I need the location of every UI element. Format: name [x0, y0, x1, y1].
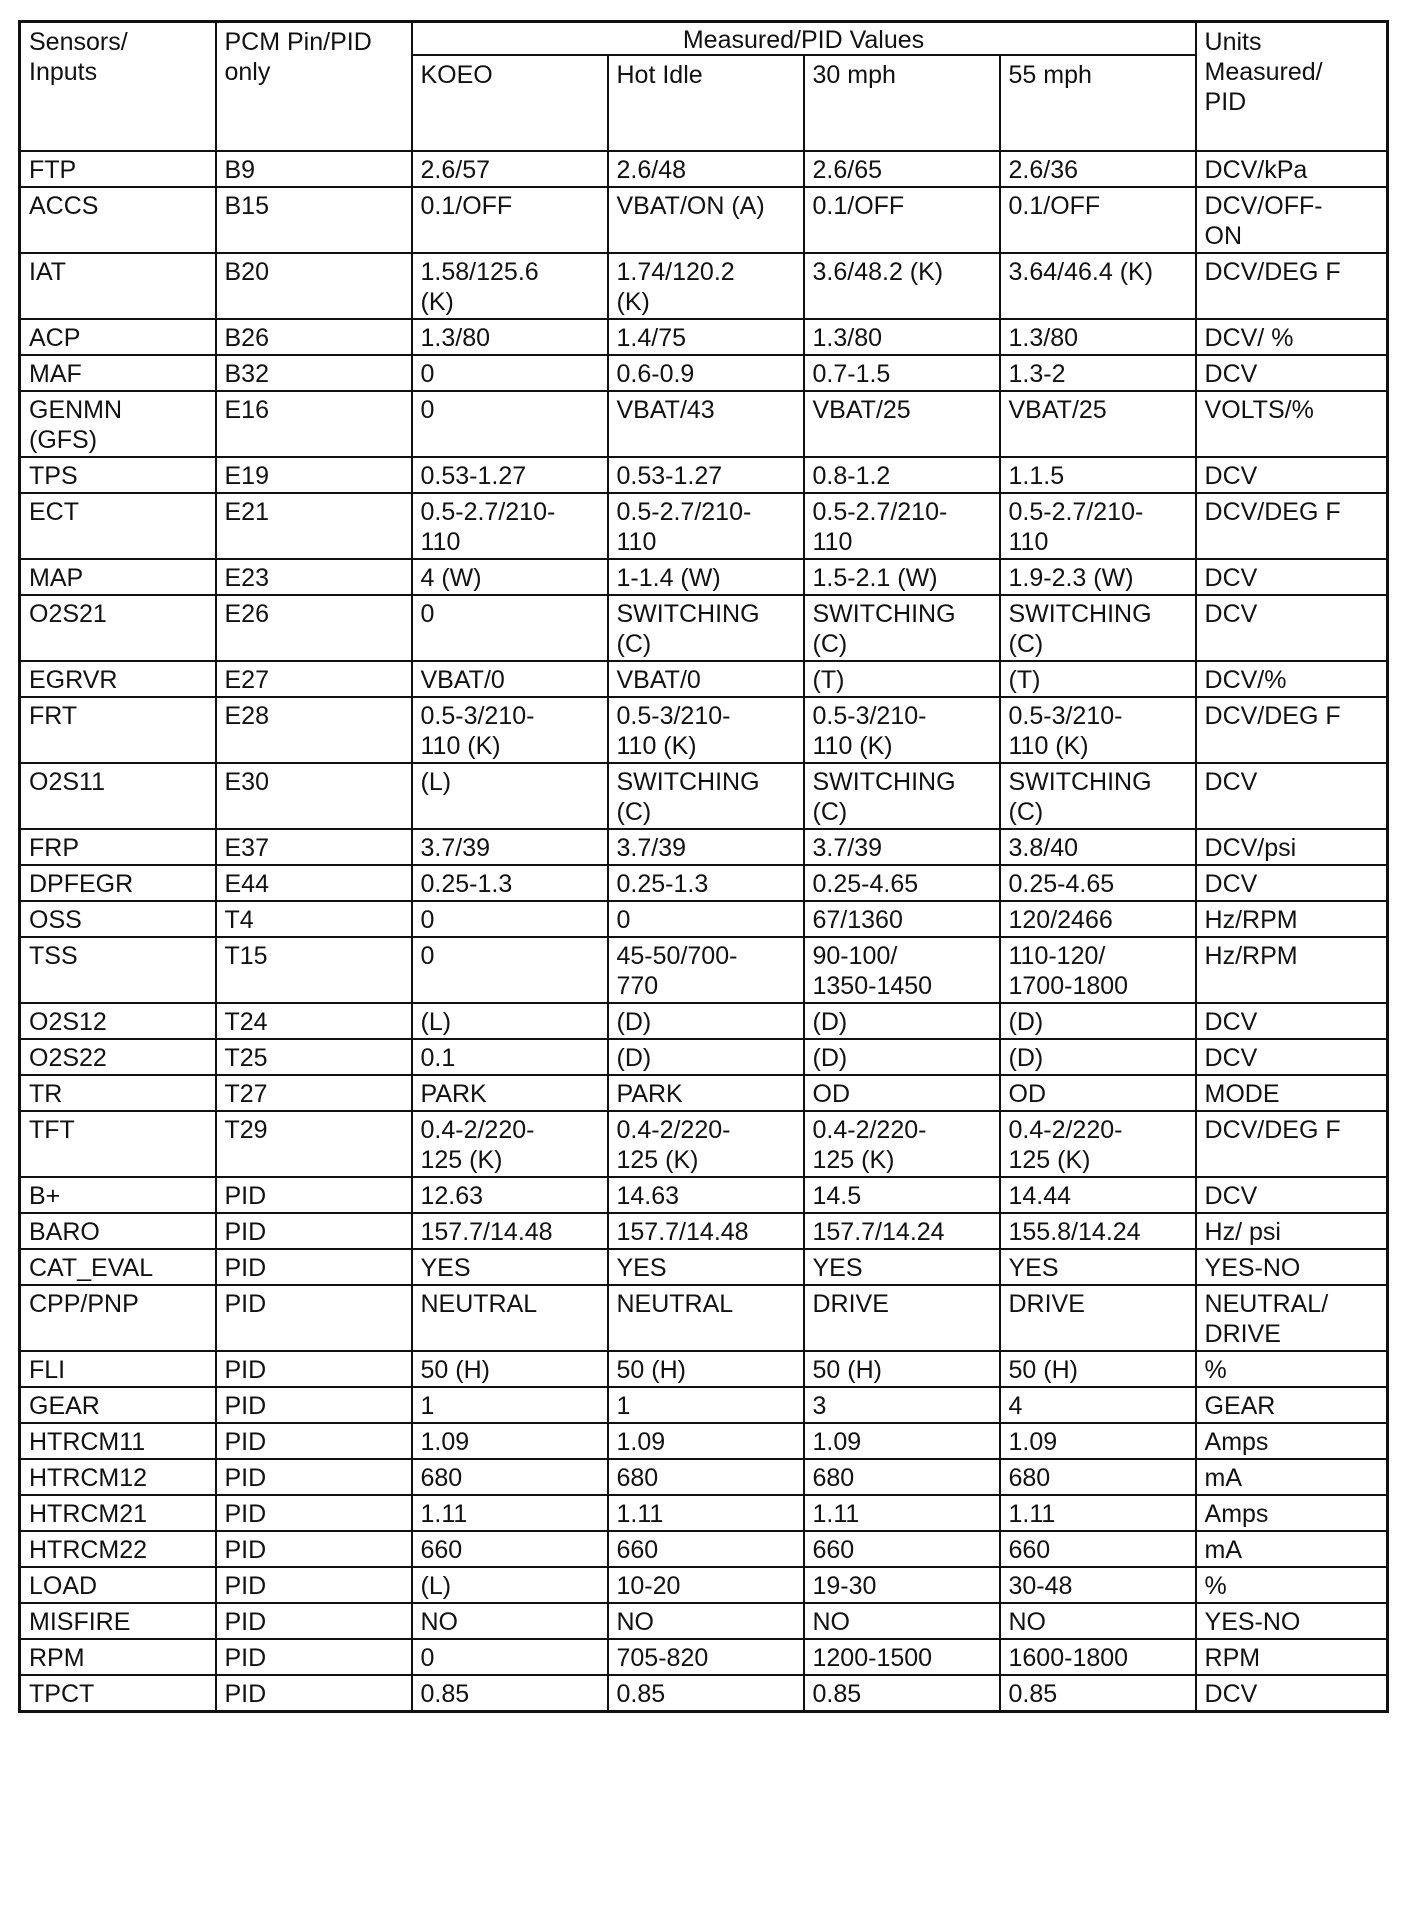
mph30-cell: (T) — [804, 661, 1000, 697]
mph55-cell: YES — [1000, 1249, 1196, 1285]
hot-idle-cell: 10-20 — [608, 1567, 804, 1603]
table-row — [20, 187, 1388, 253]
pin-cell: PID — [216, 1213, 412, 1249]
sensor-cell: LOAD — [20, 1567, 216, 1603]
mph55-cell: SWITCHING (C) — [1000, 763, 1196, 829]
units-cell: Amps — [1196, 1423, 1388, 1459]
hot-idle-cell: NO — [608, 1603, 804, 1639]
table-row — [20, 1177, 1388, 1213]
units-cell: DCV — [1196, 559, 1388, 595]
units-cell: DCV/DEG F — [1196, 1111, 1388, 1177]
koeo-cell: VBAT/0 — [412, 661, 608, 697]
pin-cell: E26 — [216, 595, 412, 661]
table-row — [20, 355, 1388, 391]
hot-idle-cell: 1.09 — [608, 1423, 804, 1459]
units-cell: % — [1196, 1351, 1388, 1387]
pin-cell: E23 — [216, 559, 412, 595]
pin-cell: B26 — [216, 319, 412, 355]
units-cell: DCV/kPa — [1196, 151, 1388, 187]
koeo-cell: 0.5-3/210- 110 (K) — [412, 697, 608, 763]
hot-idle-cell: 0.25-1.3 — [608, 865, 804, 901]
mph30-cell: VBAT/25 — [804, 391, 1000, 457]
pin-cell: E16 — [216, 391, 412, 457]
koeo-cell: (L) — [412, 763, 608, 829]
mph30-cell: DRIVE — [804, 1285, 1000, 1351]
mph55-cell: 1.09 — [1000, 1423, 1196, 1459]
sensor-cell: TR — [20, 1075, 216, 1111]
table-row — [20, 1531, 1388, 1567]
mph55-cell: 0.5-3/210- 110 (K) — [1000, 697, 1196, 763]
mph30-cell: 50 (H) — [804, 1351, 1000, 1387]
table-row — [20, 493, 1388, 559]
units-cell: YES-NO — [1196, 1603, 1388, 1639]
table-row — [20, 697, 1388, 763]
hot-idle-cell: 0.6-0.9 — [608, 355, 804, 391]
units-cell: DCV — [1196, 763, 1388, 829]
mph55-cell: 4 — [1000, 1387, 1196, 1423]
units-cell: GEAR — [1196, 1387, 1388, 1423]
units-cell: RPM — [1196, 1639, 1388, 1675]
units-cell: mA — [1196, 1531, 1388, 1567]
hot-idle-cell: (D) — [608, 1039, 804, 1075]
mph30-cell: 0.4-2/220- 125 (K) — [804, 1111, 1000, 1177]
koeo-cell: (L) — [412, 1567, 608, 1603]
units-cell: DCV/DEG F — [1196, 253, 1388, 319]
header-units: Units Measured/ PID — [1196, 22, 1388, 152]
koeo-cell: 0.25-1.3 — [412, 865, 608, 901]
koeo-cell: 0.85 — [412, 1675, 608, 1712]
header-55-mph: 55 mph — [1000, 55, 1196, 151]
koeo-cell: (L) — [412, 1003, 608, 1039]
mph55-cell: 120/2466 — [1000, 901, 1196, 937]
units-cell: % — [1196, 1567, 1388, 1603]
pin-cell: E37 — [216, 829, 412, 865]
header-hot-idle: Hot Idle — [608, 55, 804, 151]
koeo-cell: PARK — [412, 1075, 608, 1111]
koeo-cell: 1.58/125.6 (K) — [412, 253, 608, 319]
units-cell: DCV — [1196, 355, 1388, 391]
sensor-cell: TPCT — [20, 1675, 216, 1712]
mph30-cell: 3 — [804, 1387, 1000, 1423]
koeo-cell: 0.5-2.7/210- 110 — [412, 493, 608, 559]
hot-idle-cell: 157.7/14.48 — [608, 1213, 804, 1249]
sensor-cell: CPP/PNP — [20, 1285, 216, 1351]
pin-cell: T25 — [216, 1039, 412, 1075]
pin-cell: E28 — [216, 697, 412, 763]
table-header — [20, 22, 1388, 152]
koeo-cell: 660 — [412, 1531, 608, 1567]
pin-cell: PID — [216, 1459, 412, 1495]
pin-cell: PID — [216, 1387, 412, 1423]
sensor-cell: MISFIRE — [20, 1603, 216, 1639]
hot-idle-cell: 45-50/700- 770 — [608, 937, 804, 1003]
koeo-cell: 1 — [412, 1387, 608, 1423]
pin-cell: PID — [216, 1567, 412, 1603]
mph30-cell: 0.1/OFF — [804, 187, 1000, 253]
units-cell: MODE — [1196, 1075, 1388, 1111]
sensor-cell: IAT — [20, 253, 216, 319]
mph55-cell: 680 — [1000, 1459, 1196, 1495]
units-cell: DCV — [1196, 595, 1388, 661]
table-row — [20, 1675, 1388, 1712]
mph30-cell: 680 — [804, 1459, 1000, 1495]
sensor-cell: TFT — [20, 1111, 216, 1177]
sensor-cell: O2S12 — [20, 1003, 216, 1039]
units-cell: DCV — [1196, 865, 1388, 901]
units-cell: DCV — [1196, 1675, 1388, 1712]
hot-idle-cell: VBAT/ON (A) — [608, 187, 804, 253]
table-row — [20, 1111, 1388, 1177]
sensor-cell: FRT — [20, 697, 216, 763]
hot-idle-cell: 0.5-2.7/210- 110 — [608, 493, 804, 559]
hot-idle-cell: YES — [608, 1249, 804, 1285]
hot-idle-cell: PARK — [608, 1075, 804, 1111]
mph55-cell: 660 — [1000, 1531, 1196, 1567]
koeo-cell: 4 (W) — [412, 559, 608, 595]
sensor-cell: MAP — [20, 559, 216, 595]
sensor-cell: CAT_EVAL — [20, 1249, 216, 1285]
mph30-cell: 157.7/14.24 — [804, 1213, 1000, 1249]
koeo-cell: 1.09 — [412, 1423, 608, 1459]
koeo-cell: 0.1 — [412, 1039, 608, 1075]
pin-cell: T27 — [216, 1075, 412, 1111]
sensor-cell: B+ — [20, 1177, 216, 1213]
table-row — [20, 559, 1388, 595]
mph30-cell: 1.3/80 — [804, 319, 1000, 355]
koeo-cell: NEUTRAL — [412, 1285, 608, 1351]
pin-cell: PID — [216, 1675, 412, 1712]
table-row — [20, 901, 1388, 937]
koeo-cell: 0.1/OFF — [412, 187, 608, 253]
mph55-cell: 1.1.5 — [1000, 457, 1196, 493]
header-koeo: KOEO — [412, 55, 608, 151]
table-row — [20, 1639, 1388, 1675]
mph30-cell: YES — [804, 1249, 1000, 1285]
table-row — [20, 763, 1388, 829]
hot-idle-cell: 0.53-1.27 — [608, 457, 804, 493]
table-row — [20, 253, 1388, 319]
koeo-cell: 0 — [412, 595, 608, 661]
pin-cell: B15 — [216, 187, 412, 253]
units-cell: DCV — [1196, 1039, 1388, 1075]
units-cell: DCV/psi — [1196, 829, 1388, 865]
pid-values-document — [18, 20, 1386, 1713]
pin-cell: PID — [216, 1423, 412, 1459]
hot-idle-cell: 1.11 — [608, 1495, 804, 1531]
mph30-cell: 0.5-3/210- 110 (K) — [804, 697, 1000, 763]
sensor-cell: TPS — [20, 457, 216, 493]
units-cell: DCV — [1196, 1177, 1388, 1213]
units-cell: YES-NO — [1196, 1249, 1388, 1285]
mph30-cell: 0.7-1.5 — [804, 355, 1000, 391]
header-30-mph: 30 mph — [804, 55, 1000, 151]
hot-idle-cell: NEUTRAL — [608, 1285, 804, 1351]
sensor-cell: OSS — [20, 901, 216, 937]
units-cell: Hz/ psi — [1196, 1213, 1388, 1249]
pin-cell: T24 — [216, 1003, 412, 1039]
pin-cell: PID — [216, 1351, 412, 1387]
table-row — [20, 661, 1388, 697]
mph55-cell: 1600-1800 — [1000, 1639, 1196, 1675]
sensor-cell: EGRVR — [20, 661, 216, 697]
table-row — [20, 1285, 1388, 1351]
table-row — [20, 937, 1388, 1003]
mph30-cell: OD — [804, 1075, 1000, 1111]
pin-cell: PID — [216, 1639, 412, 1675]
hot-idle-cell: 50 (H) — [608, 1351, 804, 1387]
sensor-cell: MAF — [20, 355, 216, 391]
units-cell: DCV/% — [1196, 661, 1388, 697]
koeo-cell: 0.4-2/220- 125 (K) — [412, 1111, 608, 1177]
units-cell: mA — [1196, 1459, 1388, 1495]
koeo-cell: 3.7/39 — [412, 829, 608, 865]
koeo-cell: YES — [412, 1249, 608, 1285]
mph30-cell: 14.5 — [804, 1177, 1000, 1213]
table-row — [20, 595, 1388, 661]
mph30-cell: 1.09 — [804, 1423, 1000, 1459]
mph55-cell: DRIVE — [1000, 1285, 1196, 1351]
mph55-cell: 1.3/80 — [1000, 319, 1196, 355]
pin-cell: E21 — [216, 493, 412, 559]
table-row — [20, 1003, 1388, 1039]
mph55-cell: 50 (H) — [1000, 1351, 1196, 1387]
hot-idle-cell: 0.85 — [608, 1675, 804, 1712]
mph30-cell: 0.8-1.2 — [804, 457, 1000, 493]
sensor-cell: GENMN (GFS) — [20, 391, 216, 457]
koeo-cell: 0.53-1.27 — [412, 457, 608, 493]
hot-idle-cell: 1.4/75 — [608, 319, 804, 355]
mph30-cell: 2.6/65 — [804, 151, 1000, 187]
table-row — [20, 829, 1388, 865]
mph55-cell: 155.8/14.24 — [1000, 1213, 1196, 1249]
pin-cell: E44 — [216, 865, 412, 901]
mph55-cell: 1.11 — [1000, 1495, 1196, 1531]
header-measured-values: Measured/PID Values — [412, 22, 1196, 56]
pin-cell: T15 — [216, 937, 412, 1003]
hot-idle-cell: 0.4-2/220- 125 (K) — [608, 1111, 804, 1177]
mph55-cell: 3.8/40 — [1000, 829, 1196, 865]
sensor-cell: GEAR — [20, 1387, 216, 1423]
units-cell: Amps — [1196, 1495, 1388, 1531]
table-row — [20, 1423, 1388, 1459]
pin-cell: E27 — [216, 661, 412, 697]
table-row — [20, 391, 1388, 457]
table-row — [20, 1603, 1388, 1639]
sensor-cell: ECT — [20, 493, 216, 559]
mph30-cell: 3.6/48.2 (K) — [804, 253, 1000, 319]
mph55-cell: 0.5-2.7/210- 110 — [1000, 493, 1196, 559]
hot-idle-cell: 3.7/39 — [608, 829, 804, 865]
mph55-cell: NO — [1000, 1603, 1196, 1639]
sensor-cell: HTRCM12 — [20, 1459, 216, 1495]
pin-cell: B32 — [216, 355, 412, 391]
mph55-cell: (T) — [1000, 661, 1196, 697]
pin-cell: PID — [216, 1249, 412, 1285]
sensor-cell: DPFEGR — [20, 865, 216, 901]
table-row — [20, 457, 1388, 493]
mph55-cell: 0.85 — [1000, 1675, 1196, 1712]
hot-idle-cell: 660 — [608, 1531, 804, 1567]
pin-cell: PID — [216, 1531, 412, 1567]
pin-cell: PID — [216, 1177, 412, 1213]
mph55-cell: 110-120/ 1700-1800 — [1000, 937, 1196, 1003]
sensor-cell: HTRCM22 — [20, 1531, 216, 1567]
sensor-cell: HTRCM11 — [20, 1423, 216, 1459]
pin-cell: PID — [216, 1495, 412, 1531]
units-cell: Hz/RPM — [1196, 901, 1388, 937]
table-row — [20, 1039, 1388, 1075]
mph55-cell: (D) — [1000, 1039, 1196, 1075]
hot-idle-cell: 0 — [608, 901, 804, 937]
units-cell: DCV — [1196, 457, 1388, 493]
koeo-cell: 157.7/14.48 — [412, 1213, 608, 1249]
mph30-cell: 67/1360 — [804, 901, 1000, 937]
units-cell: DCV — [1196, 1003, 1388, 1039]
hot-idle-cell: 1.74/120.2 (K) — [608, 253, 804, 319]
units-cell: VOLTS/% — [1196, 391, 1388, 457]
mph55-cell: 1.3-2 — [1000, 355, 1196, 391]
pid-values-table — [18, 20, 1389, 1713]
mph55-cell: 0.1/OFF — [1000, 187, 1196, 253]
koeo-cell: 50 (H) — [412, 1351, 608, 1387]
units-cell: DCV/DEG F — [1196, 493, 1388, 559]
koeo-cell: 0 — [412, 391, 608, 457]
mph30-cell: SWITCHING (C) — [804, 763, 1000, 829]
koeo-cell: 0 — [412, 355, 608, 391]
mph55-cell: 2.6/36 — [1000, 151, 1196, 187]
sensor-cell: BARO — [20, 1213, 216, 1249]
mph55-cell: VBAT/25 — [1000, 391, 1196, 457]
header-row-group — [20, 22, 1388, 56]
table-row — [20, 319, 1388, 355]
mph55-cell: 0.4-2/220- 125 (K) — [1000, 1111, 1196, 1177]
pin-cell: PID — [216, 1603, 412, 1639]
sensor-cell: ACP — [20, 319, 216, 355]
header-sensors: Sensors/ Inputs — [20, 22, 216, 152]
pin-cell: T29 — [216, 1111, 412, 1177]
pin-cell: B20 — [216, 253, 412, 319]
mph30-cell: SWITCHING (C) — [804, 595, 1000, 661]
sensor-cell: O2S22 — [20, 1039, 216, 1075]
mph30-cell: (D) — [804, 1039, 1000, 1075]
sensor-cell: FLI — [20, 1351, 216, 1387]
sensor-cell: O2S21 — [20, 595, 216, 661]
table-row — [20, 1387, 1388, 1423]
table-row — [20, 1567, 1388, 1603]
hot-idle-cell: 680 — [608, 1459, 804, 1495]
koeo-cell: 1.3/80 — [412, 319, 608, 355]
hot-idle-cell: VBAT/0 — [608, 661, 804, 697]
mph30-cell: 0.85 — [804, 1675, 1000, 1712]
koeo-cell: 0 — [412, 937, 608, 1003]
header-pcm-pin: PCM Pin/PID only — [216, 22, 412, 152]
sensor-cell: RPM — [20, 1639, 216, 1675]
pin-cell: T4 — [216, 901, 412, 937]
koeo-cell: 2.6/57 — [412, 151, 608, 187]
table-row — [20, 1459, 1388, 1495]
table-row — [20, 1075, 1388, 1111]
hot-idle-cell: 0.5-3/210- 110 (K) — [608, 697, 804, 763]
pin-cell: E19 — [216, 457, 412, 493]
table-body — [20, 151, 1388, 1712]
hot-idle-cell: 705-820 — [608, 1639, 804, 1675]
units-cell: DCV/OFF- ON — [1196, 187, 1388, 253]
koeo-cell: 1.11 — [412, 1495, 608, 1531]
koeo-cell: 12.63 — [412, 1177, 608, 1213]
mph55-cell: 3.64/46.4 (K) — [1000, 253, 1196, 319]
hot-idle-cell: (D) — [608, 1003, 804, 1039]
pin-cell: E30 — [216, 763, 412, 829]
table-row — [20, 151, 1388, 187]
table-row — [20, 1351, 1388, 1387]
mph30-cell: 3.7/39 — [804, 829, 1000, 865]
pin-cell: B9 — [216, 151, 412, 187]
sensor-cell: O2S11 — [20, 763, 216, 829]
pin-cell: PID — [216, 1285, 412, 1351]
mph55-cell: 14.44 — [1000, 1177, 1196, 1213]
mph55-cell: 30-48 — [1000, 1567, 1196, 1603]
mph30-cell: 0.5-2.7/210- 110 — [804, 493, 1000, 559]
koeo-cell: 0 — [412, 1639, 608, 1675]
hot-idle-cell: SWITCHING (C) — [608, 763, 804, 829]
sensor-cell: ACCS — [20, 187, 216, 253]
sensor-cell: TSS — [20, 937, 216, 1003]
hot-idle-cell: VBAT/43 — [608, 391, 804, 457]
units-cell: NEUTRAL/ DRIVE — [1196, 1285, 1388, 1351]
mph55-cell: 1.9-2.3 (W) — [1000, 559, 1196, 595]
hot-idle-cell: 1-1.4 (W) — [608, 559, 804, 595]
hot-idle-cell: 14.63 — [608, 1177, 804, 1213]
mph55-cell: SWITCHING (C) — [1000, 595, 1196, 661]
table-row — [20, 1213, 1388, 1249]
koeo-cell: 680 — [412, 1459, 608, 1495]
mph30-cell: (D) — [804, 1003, 1000, 1039]
mph30-cell: 0.25-4.65 — [804, 865, 1000, 901]
sensor-cell: HTRCM21 — [20, 1495, 216, 1531]
mph30-cell: 19-30 — [804, 1567, 1000, 1603]
mph30-cell: NO — [804, 1603, 1000, 1639]
sensor-cell: FRP — [20, 829, 216, 865]
units-cell: Hz/RPM — [1196, 937, 1388, 1003]
table-row — [20, 865, 1388, 901]
mph30-cell: 660 — [804, 1531, 1000, 1567]
mph55-cell: (D) — [1000, 1003, 1196, 1039]
hot-idle-cell: SWITCHING (C) — [608, 595, 804, 661]
table-row — [20, 1495, 1388, 1531]
koeo-cell: NO — [412, 1603, 608, 1639]
sensor-cell: FTP — [20, 151, 216, 187]
mph55-cell: OD — [1000, 1075, 1196, 1111]
hot-idle-cell: 1 — [608, 1387, 804, 1423]
mph55-cell: 0.25-4.65 — [1000, 865, 1196, 901]
hot-idle-cell: 2.6/48 — [608, 151, 804, 187]
mph30-cell: 1200-1500 — [804, 1639, 1000, 1675]
mph30-cell: 1.5-2.1 (W) — [804, 559, 1000, 595]
units-cell: DCV/ % — [1196, 319, 1388, 355]
koeo-cell: 0 — [412, 901, 608, 937]
table-row — [20, 1249, 1388, 1285]
mph30-cell: 1.11 — [804, 1495, 1000, 1531]
mph30-cell: 90-100/ 1350-1450 — [804, 937, 1000, 1003]
units-cell: DCV/DEG F — [1196, 697, 1388, 763]
